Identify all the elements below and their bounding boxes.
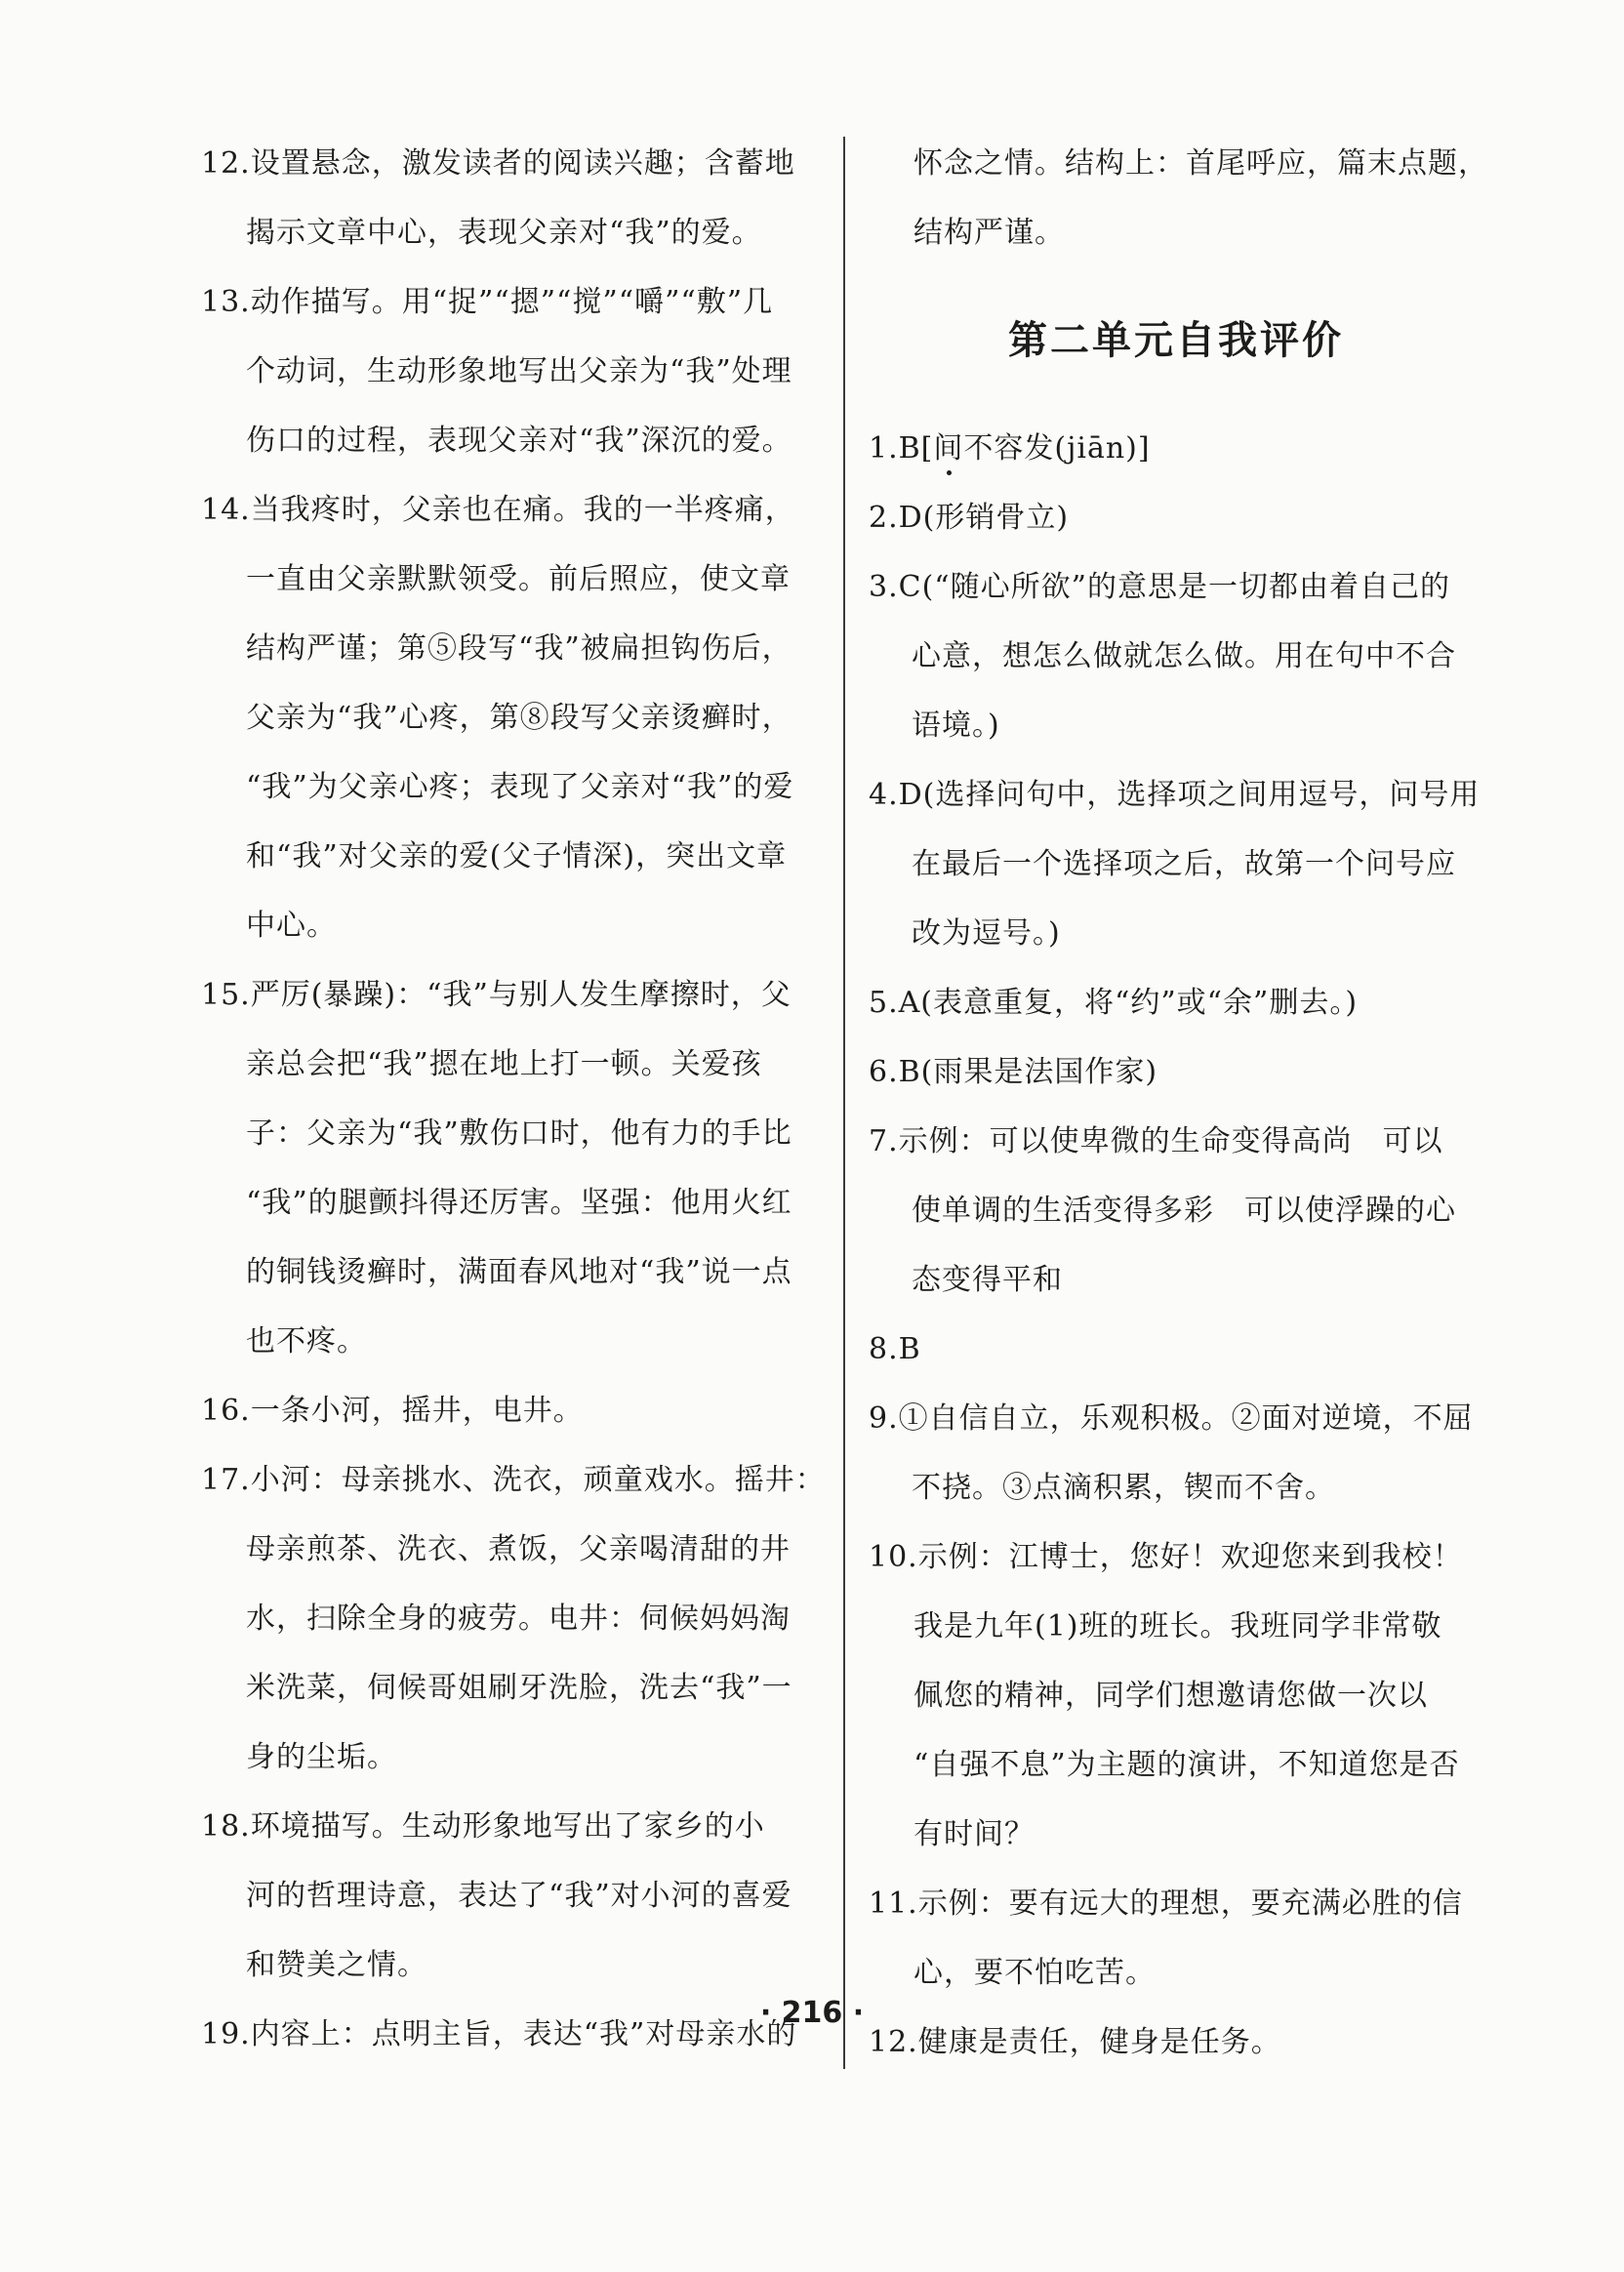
left-answer-item (201, 1445, 826, 1792)
answer-line: “我”为父亲心疼；表现了父亲对“我”的爱 (246, 770, 794, 804)
answer-line: 米洗菜，伺候哥姐刷牙洗脸，洗去“我”一 (246, 1671, 792, 1705)
answer-line: 有时间？ (914, 1817, 1035, 1851)
column-divider (843, 137, 845, 2069)
answer-line: 15.严厉(暴躁)：“我”与别人发生摩擦时，父 (201, 978, 792, 1012)
answer-line: 6.B(雨果是法国作家) (869, 1055, 1158, 1089)
right-answer-item (869, 552, 1483, 760)
answer-line: 水，扫除全身的疲劳。电井：伺候妈妈淘 (246, 1602, 791, 1636)
answer-line: 10.示例：江博士，您好！欢迎您来到我校！ (869, 1540, 1463, 1574)
answer-line: 5.A(表意重复，将“约”或“余”删去。) (869, 986, 1359, 1020)
answer-line: 19.内容上：点明主旨，表达“我”对母亲水的 (201, 2017, 797, 2051)
right-column (869, 129, 1488, 2077)
answer-line: 结构严谨；第⑤段写“我”被扁担钩伤后， (246, 631, 792, 666)
answer-line: 4.D(选择问句中，选择项之间用逗号，问号用 (869, 778, 1481, 812)
right-answer-item (869, 1522, 1483, 1869)
answer-line: 父亲为“我”心疼，第⑧段写父亲烫癣时， (246, 701, 792, 735)
answer-line: 16.一条小河，摇井，电井。 (201, 1394, 584, 1428)
right-answer-item (869, 968, 1483, 1037)
answer-1-suffix: 不容发(jiān)] (963, 431, 1151, 466)
answer-line: 在最后一个选择项之后，故第一个问号应 (912, 847, 1456, 881)
left-answer-item (201, 267, 826, 475)
answer-line: 12.设置悬念，激发读者的阅读兴趣；含蓄地 (201, 146, 795, 181)
page-number: · 216 · (759, 1996, 865, 2030)
right-answer-item (869, 760, 1483, 968)
left-answer-item (201, 960, 826, 1376)
left-answer-item (201, 1376, 826, 1445)
answer-line: 一直由父亲默默领受。前后照应，使文章 (246, 562, 791, 596)
answer-1-dotted-char: 间 (933, 431, 964, 466)
answer-line: 13.动作描写。用“捉”“摁”“搅”“嚼”“敷”几 (201, 285, 774, 319)
left-answer-item (201, 129, 826, 267)
answer-line: 11.示例：要有远大的理想，要充满必胜的信 (869, 1887, 1463, 1921)
answer-line: 个动词，生动形象地写出父亲为“我”处理 (246, 354, 792, 388)
answer-line: “自强不息”为主题的演讲，不知道您是否 (914, 1748, 1460, 1782)
answer-line: 2.D(形销骨立) (869, 501, 1070, 535)
left-answer-item (201, 1792, 826, 2000)
answer-line: 14.当我疼时，父亲也在痛。我的一半疼痛， (201, 493, 795, 527)
right-answer-item (869, 1037, 1483, 1107)
answer-line: 和赞美之情。 (246, 1948, 427, 1982)
answer-line: 佩您的精神，同学们想邀请您做一次以 (914, 1679, 1428, 1713)
answer-line: 和“我”对父亲的爱(父子情深)，突出文章 (246, 839, 788, 873)
answer-line: 9.①自信自立，乐观积极。②面对逆境，不屈 (869, 1401, 1474, 1436)
answer-line: 也不疼。 (246, 1324, 367, 1359)
right-answer-item (869, 1107, 1483, 1315)
answer-line: 态变得平和 (912, 1263, 1063, 1297)
answer-line: 使单调的生活变得多彩 可以使浮躁的心 (912, 1194, 1456, 1228)
answer-19-continuation (869, 129, 1488, 267)
answer-line: 语境。) (912, 709, 1000, 743)
answer-line: 伤口的过程，表现父亲对“我”深沉的爱。 (246, 424, 792, 458)
right-answer-item (869, 1869, 1483, 2008)
answer-line: 河的哲理诗意，表达了“我”对小河的喜爱 (246, 1879, 792, 1913)
answer-line: 17.小河：母亲挑水、洗衣，顽童戏水。摇井： (201, 1463, 826, 1497)
answer-1 (869, 414, 1483, 483)
answer-line: 18.环境描写。生动形象地写出了家乡的小 (201, 1809, 765, 1844)
answer-line: 心意，想怎么做就怎么做。用在句中不合 (912, 639, 1456, 673)
answer-line: 我是九年(1)班的班长。我班同学非常敬 (914, 1609, 1442, 1643)
answer-line: 7.示例：可以使卑微的生命变得高尚 可以 (869, 1124, 1443, 1158)
answer-line: 怀念之情。结构上：首尾呼应，篇末点题， (914, 146, 1488, 181)
answer-line: 身的尘垢。 (246, 1740, 397, 1774)
answer-line: 亲总会把“我”摁在地上打一顿。关爱孩 (246, 1047, 762, 1081)
answer-line: 不挠。③点滴积累，锲而不舍。 (912, 1471, 1335, 1505)
answer-line: 中心。 (246, 909, 337, 943)
right-answer-item (869, 1384, 1483, 1522)
answer-line: 心，要不怕吃苦。 (914, 1956, 1156, 1990)
answer-line: 子：父亲为“我”敷伤口时，他有力的手比 (246, 1116, 792, 1151)
answer-line: 12.健康是责任，健身是任务。 (869, 2025, 1281, 2059)
answer-line: “我”的腿颤抖得还厉害。坚强：他用火红 (246, 1186, 792, 1220)
answer-line: 揭示文章中心，表现父亲对“我”的爱。 (246, 216, 762, 250)
left-answer-item (201, 475, 826, 960)
answer-line: 母亲煎茶、洗衣、煮饭，父亲喝清甜的井 (246, 1532, 791, 1566)
left-column (201, 129, 826, 2069)
answer-line: 的铜钱烫癣时，满面春风地对“我”说一点 (246, 1255, 792, 1289)
answer-1-prefix: 1.B[ (869, 431, 934, 466)
section-title: 第二单元自我评价 (1008, 318, 1344, 363)
answer-line: 改为逗号。) (912, 916, 1061, 951)
right-answer-item (869, 483, 1483, 552)
answer-line: 8.B (869, 1332, 921, 1366)
right-answer-item (869, 1315, 1483, 1384)
answer-line: 结构严谨。 (914, 216, 1065, 250)
answer-line: 3.C(“随心所欲”的意思是一切都由着自己的 (869, 570, 1450, 604)
